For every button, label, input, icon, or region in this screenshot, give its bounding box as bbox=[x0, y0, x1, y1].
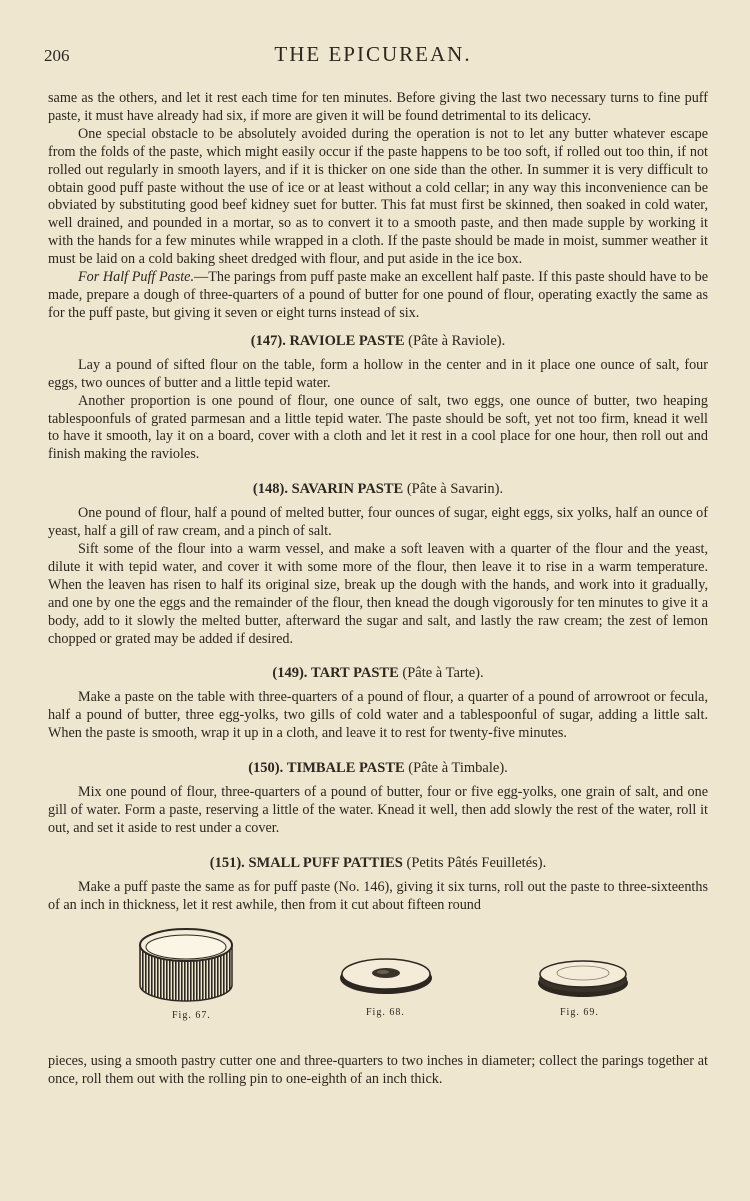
paragraph: same as the others, and let it rest each time for ten minutes. Before giving the last two necessary turns to fine puff paste, it must have already had six, if more are given it will be found detrimental to its delicacy. bbox=[48, 90, 708, 124]
section-heading bbox=[48, 332, 708, 350]
section-french: (Pâte à Tarte). bbox=[402, 665, 484, 682]
figure-row bbox=[48, 923, 708, 1051]
section-heading bbox=[48, 759, 708, 777]
patty-disc-icon bbox=[536, 957, 630, 999]
paragraph: One special obstacle to be absolutely avoided during the operation is not to let any butter whatever escape from the folds of the paste, which might easily occur if the paste happens to be too soft, if rolled out too thin, if not rolled out regularly in smooth layers, and if it is thicker on one side than the other. In summer it is very difficult to obtain good puff paste without the use of ice or at least without a cold cellar; in any way this inconvenience can be obviated by substituting good beef kidney suet for butter. This fat must first be skinned, then soaked in cold water, well drained, and pounded in a mortar, so as to convert it to a smooth paste, and then made supple by working it with the hands for a few minutes while wrapped in a cloth. If the paste should be made in moist, summer weather it must be laid on a cold baking sheet dredged with flour, and put aside in the ice box. bbox=[48, 125, 708, 268]
section-french: (Petits Pâtés Feuilletés). bbox=[406, 854, 547, 871]
paragraph-lead: For Half Puff Paste. bbox=[78, 269, 195, 286]
section-french: (Pâte à Savarin). bbox=[406, 481, 504, 498]
section-french: (Pâte à Raviole). bbox=[408, 332, 506, 349]
section-name: SAVARIN PASTE bbox=[291, 481, 404, 498]
section-name: RAVIOLE PASTE bbox=[289, 332, 405, 349]
section-number: (148). bbox=[252, 481, 288, 498]
page-header bbox=[44, 40, 702, 70]
section-heading bbox=[48, 480, 708, 498]
paste-round-with-filling-icon bbox=[338, 953, 434, 997]
figure-caption: Fig. 69. bbox=[560, 1006, 599, 1018]
figure-caption: Fig. 68. bbox=[366, 1006, 405, 1018]
section-number: (150). bbox=[248, 760, 284, 777]
section-french: (Pâte à Timbale). bbox=[408, 760, 508, 777]
paragraph: One pound of flour, half a pound of melted butter, four ounces of sugar, eight eggs, six yolks, half an ounce of yeast, half a gill of raw cream, and a pinch of salt. bbox=[48, 505, 708, 540]
page-number: 206 bbox=[44, 46, 70, 65]
section-heading bbox=[48, 854, 708, 872]
section-name: TIMBALE PASTE bbox=[286, 760, 405, 777]
section-number: (151). bbox=[209, 854, 245, 871]
paragraph: Make a puff paste the same as for puff paste (No. 146), giving it six turns, roll out the paste to three-sixteenths of an inch in thickness, let it rest awhile, then from it cut about fifteen round bbox=[48, 878, 708, 913]
paragraph: Lay a pound of sifted flour on the table, form a hollow in the center and in it place one ounce of salt, four eggs, two ounces of butter and a little tepid water. bbox=[48, 356, 708, 391]
pastry-cutter-ring-icon bbox=[136, 923, 236, 1007]
paragraph: Another proportion is one pound of flour, one ounce of salt, two eggs, one ounce of butter, two heaping tablespoonfuls of grated parmesan and a little tepid water. The paste should be soft, yet not too firm, knead it well to have it smooth, lay it on a board, cover with a cloth and let it rest in a cool place for one hour, then roll out and finish making the ravioles. bbox=[48, 392, 708, 463]
running-title: THE EPICUREAN. bbox=[274, 42, 472, 66]
paragraph-text: —The parings from puff paste make an excellent half paste. If this paste should have to be made, prepare a dough of three-quarters of a pound of butter for one pound of flour, operating exactly the same as for the puff paste, but giving it seven or eight turns instead of six. bbox=[48, 269, 708, 321]
paragraph: Make a paste on the table with three-quarters of a pound of flour, a quarter of a pound of arrowroot or fecula, half a pound of butter, three egg-yolks, two gills of cold water and a tablespoonful of sugar, adding a little salt. When the paste is smooth, wrap it up in a cloth, and leave it to rest for twenty-five minutes. bbox=[48, 689, 708, 742]
section-heading bbox=[48, 664, 708, 682]
paragraph: pieces, using a smooth pastry cutter one and three-quarters to two inches in diameter; collect the parings together at once, roll them out with the rolling pin to one-eighth of an inch thick. bbox=[48, 1052, 708, 1087]
paragraph: Mix one pound of flour, three-quarters of a pound of butter, four or five egg-yolks, one grain of salt, and one gill of water. Form a paste, reserving a little of the water. Knead it well, then add slowly the rest of the water, roll it out, and set it aside to rest under a cover. bbox=[48, 784, 708, 836]
section-name: TART PASTE bbox=[311, 665, 399, 682]
figure-caption: Fig. 67. bbox=[172, 1009, 211, 1021]
paragraph bbox=[48, 269, 708, 323]
section-name: SMALL PUFF PATTIES bbox=[248, 854, 403, 871]
paragraph: Sift some of the flour into a warm vessel, and make a soft leaven with a quarter of the flour and the yeast, dilute it with tepid water, and cover it with some more of the flour, then leave it to rise in a warm temperature. When the leaven has risen to half its original size, break up the dough with the hands, and work into it gradually, and one by one the eggs and the remainder of the flour, then knead the dough vigorously for ten minutes to give it a body, add to it slowly the melted butter, afterward the sugar and salt, and lastly the raw cream; the zest of lemon chopped or grated may be added if desired. bbox=[48, 541, 708, 647]
section-number: (147). bbox=[250, 332, 286, 349]
page-body bbox=[48, 90, 708, 1089]
section-number: (149). bbox=[272, 665, 308, 682]
